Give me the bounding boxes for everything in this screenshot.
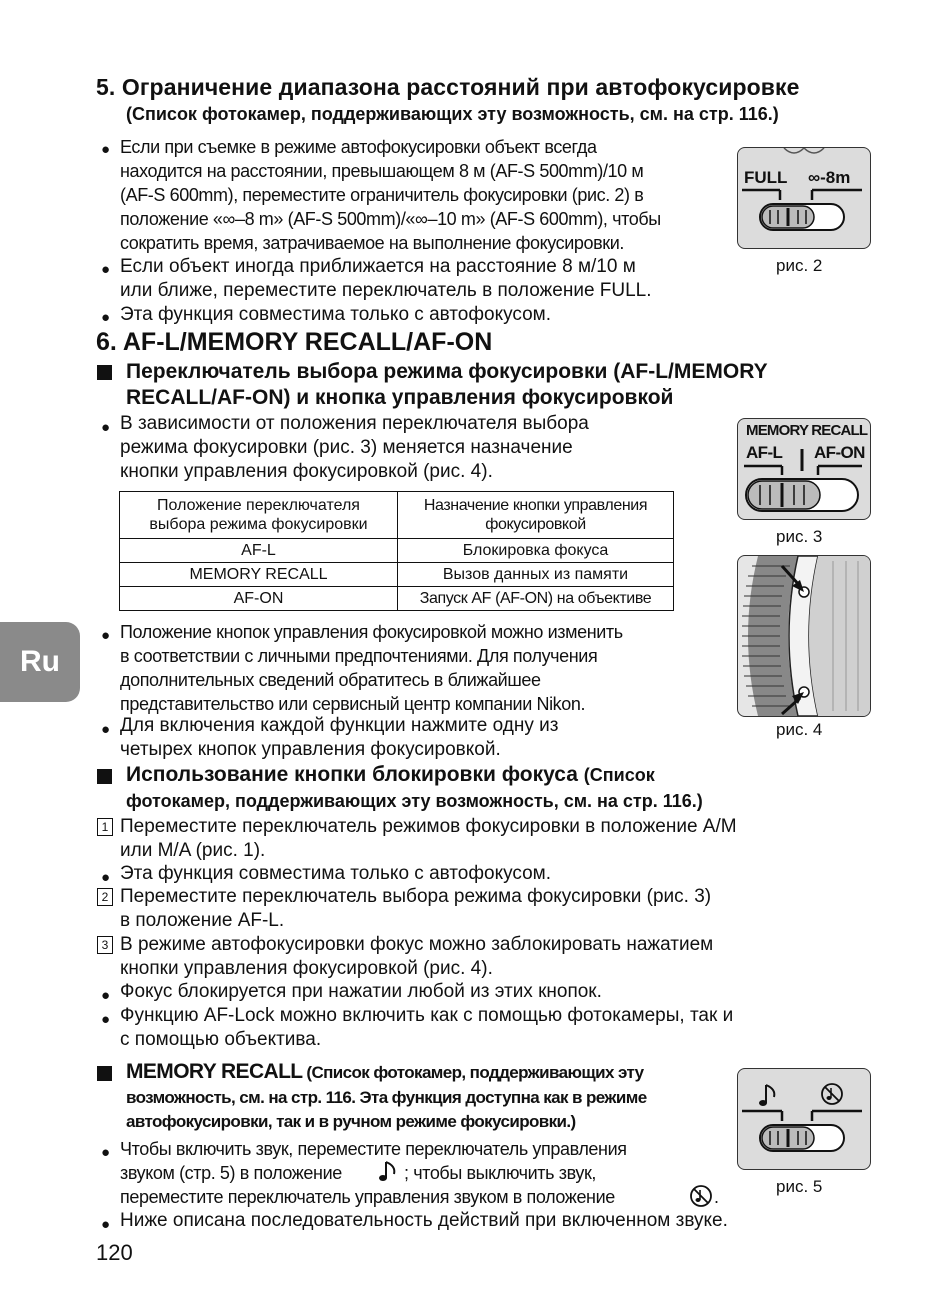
text-line: ; чтобы выключить звук, bbox=[404, 1163, 597, 1183]
text-line: Эта функция совместима только с автофокусом. bbox=[120, 304, 551, 325]
section-5-subtitle: (Список фотокамер, поддерживающих эту возможность, см. на стр. 116.) bbox=[126, 104, 779, 124]
section-5-title: 5. Ограничение диапазона расстояний при автофокусировке bbox=[96, 74, 800, 100]
subsection-2-title bbox=[126, 763, 655, 787]
fig3-label-memory-recall: MEMORY RECALL bbox=[746, 422, 868, 439]
header-text: выбора режима фокусировки bbox=[149, 516, 368, 533]
lens-focus-buttons-illustration bbox=[738, 556, 870, 716]
text-line: режима фокусировки (рис. 3) меняется назначение bbox=[120, 437, 573, 458]
table-cell: Вызов данных из памяти bbox=[398, 563, 674, 587]
header-text: фокусировкой bbox=[485, 516, 586, 533]
text-line: Ниже описана последовательность действий при включенном звуке. bbox=[120, 1210, 728, 1231]
page-number: 120 bbox=[96, 1240, 133, 1265]
text-line: Если при съемке в режиме автофокусировки объект всегда bbox=[120, 137, 597, 157]
bullet-dot: ● bbox=[101, 721, 111, 738]
table-cell: AF-ON bbox=[120, 587, 398, 611]
section-6-title: 6. AF-L/MEMORY RECALL/AF-ON bbox=[96, 328, 493, 356]
table-row bbox=[120, 563, 674, 587]
subsection-2-title-main: Использование кнопки блокировки фокуса bbox=[126, 763, 578, 786]
language-tab: Ru bbox=[0, 622, 80, 702]
table-header-cell bbox=[120, 492, 398, 539]
text-line: четырех кнопок управления фокусировкой. bbox=[120, 739, 501, 760]
bullet-dot: ● bbox=[101, 1011, 111, 1028]
focus-mode-table bbox=[119, 491, 674, 611]
text-line: В зависимости от положения переключателя выбора bbox=[120, 413, 589, 434]
bullet-dot: ● bbox=[101, 309, 111, 326]
table-header-row bbox=[120, 492, 674, 539]
text-line: Чтобы включить звук, переместите переключатель управления bbox=[120, 1139, 627, 1159]
bullet-dot: ● bbox=[101, 141, 110, 158]
step-number-1: 1 bbox=[97, 818, 113, 836]
text-line: дополнительных сведений обратитесь в ближайшее bbox=[120, 670, 541, 690]
text-line: звуком (стр. 5) в положение bbox=[120, 1163, 342, 1183]
text-line: в положение AF-L. bbox=[120, 910, 285, 931]
table-cell: MEMORY RECALL bbox=[120, 563, 398, 587]
section-square-marker bbox=[97, 1066, 112, 1081]
table-row bbox=[120, 587, 674, 611]
table-cell: AF-L bbox=[120, 539, 398, 563]
table-header-cell bbox=[398, 492, 674, 539]
text-line: В режиме автофокусировки фокус можно заблокировать нажатием bbox=[120, 934, 714, 955]
bullet-dot: ● bbox=[101, 627, 110, 644]
fig2-label-range: ∞-8m bbox=[808, 168, 851, 187]
figure-4-lens-buttons bbox=[737, 555, 871, 717]
text-line: сократить время, затрачиваемое на выполнение фокусировки. bbox=[120, 233, 625, 253]
bullet-dot: ● bbox=[101, 987, 111, 1004]
text-line: кнопки управления фокусировкой (рис. 4). bbox=[120, 958, 493, 979]
text-line: находится на расстоянии, превышающем 8 м (AF-S 500mm)/10 м bbox=[120, 161, 644, 181]
bullet-dot: ● bbox=[101, 1216, 111, 1233]
figure-3-mode-switch bbox=[737, 418, 871, 520]
text-line: Для включения каждой функции нажмите одну из bbox=[120, 715, 559, 736]
bullet-dot: ● bbox=[101, 1144, 110, 1161]
subsection-2-title-ref: (Список bbox=[583, 765, 655, 785]
fig3-label-af-on: AF-ON bbox=[814, 443, 865, 462]
step-number-3: 3 bbox=[97, 936, 113, 954]
text-line: Эта функция совместима только с автофокусом. bbox=[120, 863, 551, 884]
text-line: Положение кнопок управления фокусировкой можно изменить bbox=[120, 622, 623, 642]
subsection-3-title-line2: возможность, см. на стр. 116. Эта функция доступна как в режиме bbox=[126, 1088, 647, 1107]
subsection-3-title-line3: автофокусировки, так и в ручном режиме фокусировки.) bbox=[126, 1112, 576, 1131]
text-line: Переместите переключатель режимов фокусировки в положение A/M bbox=[120, 816, 737, 837]
table-row bbox=[120, 539, 674, 563]
step-number-2: 2 bbox=[97, 888, 113, 906]
text-line: Функцию AF-Lock можно включить как с помощью фотокамеры, так и bbox=[120, 1005, 734, 1026]
text-line: Переместите переключатель выбора режима фокусировки (рис. 3) bbox=[120, 886, 712, 907]
text-line: представительство или сервисный центр компании Nikon. bbox=[120, 694, 586, 714]
subsection-3-title-main: MEMORY RECALL bbox=[126, 1060, 303, 1083]
subsection-1-title-line1: Переключатель выбора режима фокусировки (AF-L/MEMORY bbox=[126, 360, 768, 383]
subsection-1-title-line2: RECALL/AF-ON) и кнопка управления фокусировкой bbox=[126, 386, 674, 409]
subsection-3-title-ref: (Список фотокамер, поддерживающих эту bbox=[306, 1063, 644, 1082]
bullet-dot: ● bbox=[101, 261, 111, 278]
text-line: . bbox=[714, 1187, 719, 1207]
text-line: переместите переключатель управления звуком в положение bbox=[120, 1187, 615, 1207]
table-cell: Запуск AF (AF-ON) на объективе bbox=[398, 587, 674, 611]
figure-5-sound-switch bbox=[737, 1068, 871, 1170]
text-line: с помощью объектива. bbox=[120, 1029, 322, 1050]
figure-3-caption: рис. 3 bbox=[776, 527, 823, 546]
figure-2-caption: рис. 2 bbox=[776, 256, 823, 275]
bullet-dot: ● bbox=[101, 419, 111, 436]
text-line: Фокус блокируется при нажатии любой из этих кнопок. bbox=[120, 981, 602, 1002]
text-line: кнопки управления фокусировкой (рис. 4). bbox=[120, 461, 493, 482]
subsection-2-title-line2: фотокамер, поддерживающих эту возможность, см. на стр. 116.) bbox=[126, 791, 703, 811]
focus-limiter-switch-illustration bbox=[738, 148, 870, 248]
section-square-marker bbox=[97, 365, 112, 380]
figure-4-caption: рис. 4 bbox=[776, 720, 823, 739]
figure-5-caption: рис. 5 bbox=[776, 1177, 823, 1196]
figure-2-focus-limiter bbox=[737, 147, 871, 249]
fig2-label-full: FULL bbox=[744, 168, 788, 187]
text-line: положение «∞–8 m» (AF-S 500mm)/«∞–10 m» (AF-S 600mm), чтобы bbox=[120, 209, 661, 229]
text-line: (AF-S 600mm), переместите ограничитель фокусировки (рис. 2) в bbox=[120, 185, 644, 205]
text-line: или ближе, переместите переключатель в положение FULL. bbox=[120, 280, 652, 301]
header-text: Назначение кнопки управления bbox=[423, 497, 648, 514]
sound-switch-illustration bbox=[738, 1069, 870, 1169]
header-text: Положение переключателя bbox=[157, 497, 360, 514]
fig3-label-af-l: AF-L bbox=[746, 443, 783, 462]
text-line: или M/A (рис. 1). bbox=[120, 840, 266, 861]
bullet-dot: ● bbox=[101, 869, 111, 886]
text-line: Если объект иногда приближается на расстояние 8 м/10 м bbox=[120, 256, 636, 277]
table-cell: Блокировка фокуса bbox=[398, 539, 674, 563]
text-line: в соответствии с личными предпочтениями. Для получения bbox=[120, 646, 598, 666]
subsection-3-title bbox=[126, 1060, 644, 1084]
section-square-marker bbox=[97, 769, 112, 784]
